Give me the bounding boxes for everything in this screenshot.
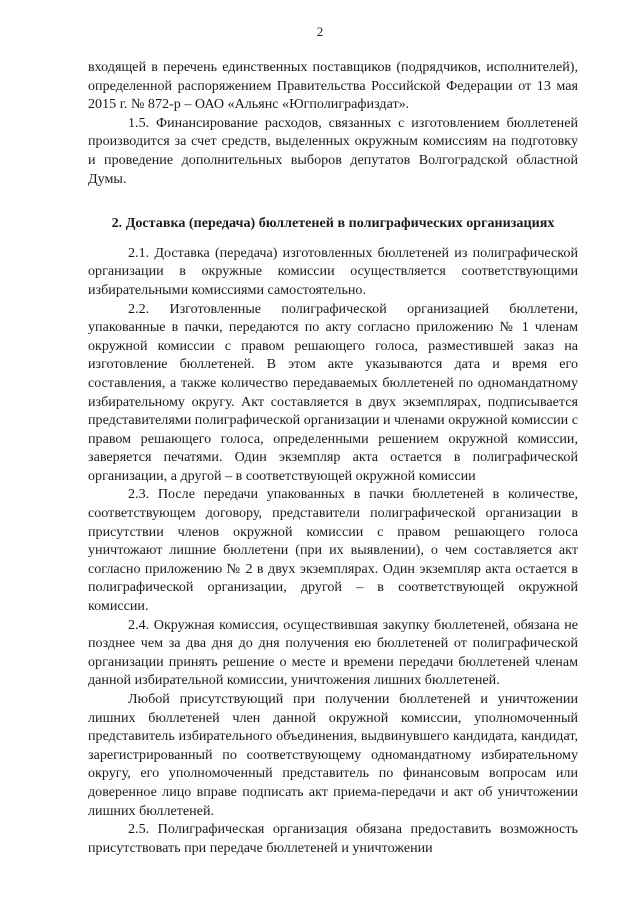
page-number: 2 — [316, 24, 324, 39]
paragraph-2-5: 2.5. Полиграфическая организация обязана предоставить возможность присутствовать при передаче бюллетеней и уничтожении — [88, 821, 578, 856]
section-heading: 2. Доставка (передача) бюллетеней в полиграфических организациях — [111, 215, 555, 232]
paragraph-2-3: 2.3. После передачи упакованных в пачки бюллетеней в количестве, соответствующем договору, представители полиграфической организации в присутствии членов окружной комиссии с правом решающего голоса уничтожают лишние бюллетени (при их выявлении), о чем составляется акт согласно приложению № 2 в двух экземплярах. Один экземпляр акта остается в полиграфической организации, другой – в соответствующей окружной комиссии. — [88, 486, 578, 615]
document-body — [88, 58, 578, 857]
paragraph-continuation: входящей в перечень единственных поставщиков (подрядчиков, исполнителей), определенной распоряжением Правительства Российской Федерации от 13 мая 2015 г. № 872-р – ОАО «Альянс «Югполиграфиздат». — [88, 59, 578, 113]
paragraph-2-4: 2.4. Окружная комиссия, осуществившая закупку бюллетеней, обязана не позднее чем за два дня до дня получения ею бюллетеней от полиграфической организации принять решение о месте и времени передачи бюллетеней членам данной избирательной комиссии, уничтожения лишних бюллетеней. — [88, 616, 578, 689]
paragraph-2-1: 2.1. Доставка (передача) изготовленных бюллетеней из полиграфической организации в окружные комиссии осуществляется соответствующими избирательными комиссиями самостоятельно. — [88, 244, 578, 298]
paragraph-observers: Любой присутствующий при получении бюллетеней и уничтожении лишних бюллетеней член данной окружной комиссии, уполномоченный представитель избирательного объединения, выдвинувшего кандидата, кандидат, зарегистрированный по соответствующему одномандатному избирательному округу, его уполномоченный представитель по финансовым вопросам или доверенное лицо вправе подписать акт приема-передачи и акт об уничтожении лишних бюллетеней. — [88, 691, 578, 819]
paragraph-1-5: 1.5. Финансирование расходов, связанных с изготовлением бюллетеней производится за счет средств, выделенных окружным комиссиям на подготовку и проведение дополнительных выборов депутатов Волгоградской областной Думы. — [88, 114, 578, 187]
paragraph-2-2: 2.2. Изготовленные полиграфической организацией бюллетени, упакованные в пачки, передаются по акту согласно приложению № 1 членам окружной комиссии с правом решающего голоса, разместившей заказ на изготовление бюллетеней. В этом акте указываются дата и время его составления, а также количество передаваемых бюллетеней по одномандатному избирательному округу. Акт составляется в двух экземплярах, подписывается представителями полиграфической организации и членами окружной комиссии с правом решающего голоса, определенными решением окружной комиссии, заверяется печатями. Один экземпляр акта остается в полиграфической организации, а другой – в соответствующей окружной комиссии — [88, 300, 578, 484]
